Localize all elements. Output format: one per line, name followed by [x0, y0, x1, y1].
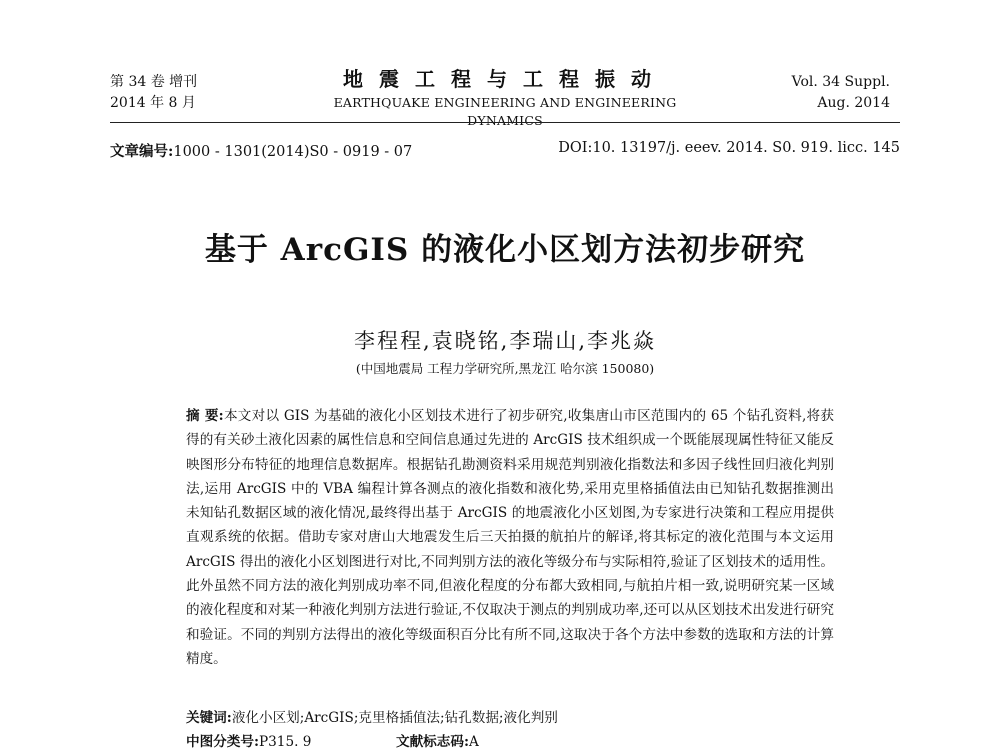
article-meta: [110, 140, 900, 161]
journal-name-en: EARTHQUAKE ENGINEERING AND ENGINEERING DYNAMICS: [333, 95, 677, 128]
clc-label: 中图分类号:: [186, 734, 259, 750]
abstract: [186, 404, 834, 671]
keywords-text: 液化小区划;ArcGIS;克里格插值法;钻孔数据;液化判别: [231, 710, 558, 726]
volume-cn: 第 34 卷 增刊: [110, 74, 198, 90]
journal-name-cn: 地震工程与工程振动: [343, 67, 667, 91]
article-number-label: 文章编号:: [110, 143, 174, 160]
article-number: [110, 140, 412, 161]
header-rule: [110, 122, 900, 123]
keywords: [186, 706, 558, 726]
abstract-label: 摘 要:: [186, 408, 224, 424]
doc-code-label: 文献标志码:: [396, 734, 469, 750]
classification: [186, 730, 479, 750]
article-number-value: 1000 - 1301(2014)S0 - 0919 - 07: [173, 144, 413, 160]
journal-name: [300, 66, 710, 130]
doc-code-value: A: [469, 734, 479, 750]
volume-en: Vol. 34 Suppl.: [791, 74, 890, 90]
keywords-label: 关键词:: [186, 710, 232, 726]
abstract-text: 本文对以 GIS 为基础的液化小区划技术进行了初步研究,收集唐山市区范围内的 65 个钻孔资料,将获得的有关砂土液化因素的属性信息和空间信息通过先进的 ArcGIS 技术组织成一个既能展现属性特征又能反映图形分布特征的地理信息数据库。根据钻孔勘测资料采用规范判别液化指数法和多因子线性回归液化判别法,运用 ArcGIS 中的 VBA 编程计算各测点的液化指数和液化势,采用克里格插值法由已知钻孔数据推测出未知钻孔数据区域的液化情况,最终得出基于 ArcGIS 的地震液化小区划图,为专家进行决策和工程应用提供直观系统的依据。借助专家对唐山大地震发生后三天拍摄的航拍片的解译,将其标定的液化范围与本文运用 ArcGIS 得出的液化小区划图进行对比,不同判别方法的液化等级分布与实际相符,验证了区划技术的适用性。此外虽然不同方法的液化判别成功率不同,但液化程度的分布都大致相同,与航拍片相一致,说明研究某一区域的液化程度和对某一种液化判别方法进行验证,不仅取决于测点的判别成功率,还可以从区划技术出发进行研究和验证。不同的判别方法得出的液化等级面积百分比有所不同,这取决于各个方法中参数的选取和方法的计算精度。: [186, 408, 834, 667]
volume-info-en: [792, 72, 890, 114]
doc-code: [396, 730, 479, 750]
date-cn: 2014 年 8 月: [110, 95, 196, 111]
date-en: Aug. 2014: [817, 95, 890, 111]
affiliation: (中国地震局 工程力学研究所,黑龙江 哈尔滨 150080): [355, 361, 655, 376]
authors: 李程程,袁晓铭,李瑞山,李兆焱: [353, 329, 657, 353]
clc-value: P315. 9: [259, 734, 312, 750]
doi: DOI:10. 13197/j. eeev. 2014. S0. 919. licc. 145: [558, 140, 900, 156]
paper-title: 基于 ArcGIS 的液化小区划方法初步研究: [204, 232, 806, 268]
volume-info: [110, 72, 197, 114]
